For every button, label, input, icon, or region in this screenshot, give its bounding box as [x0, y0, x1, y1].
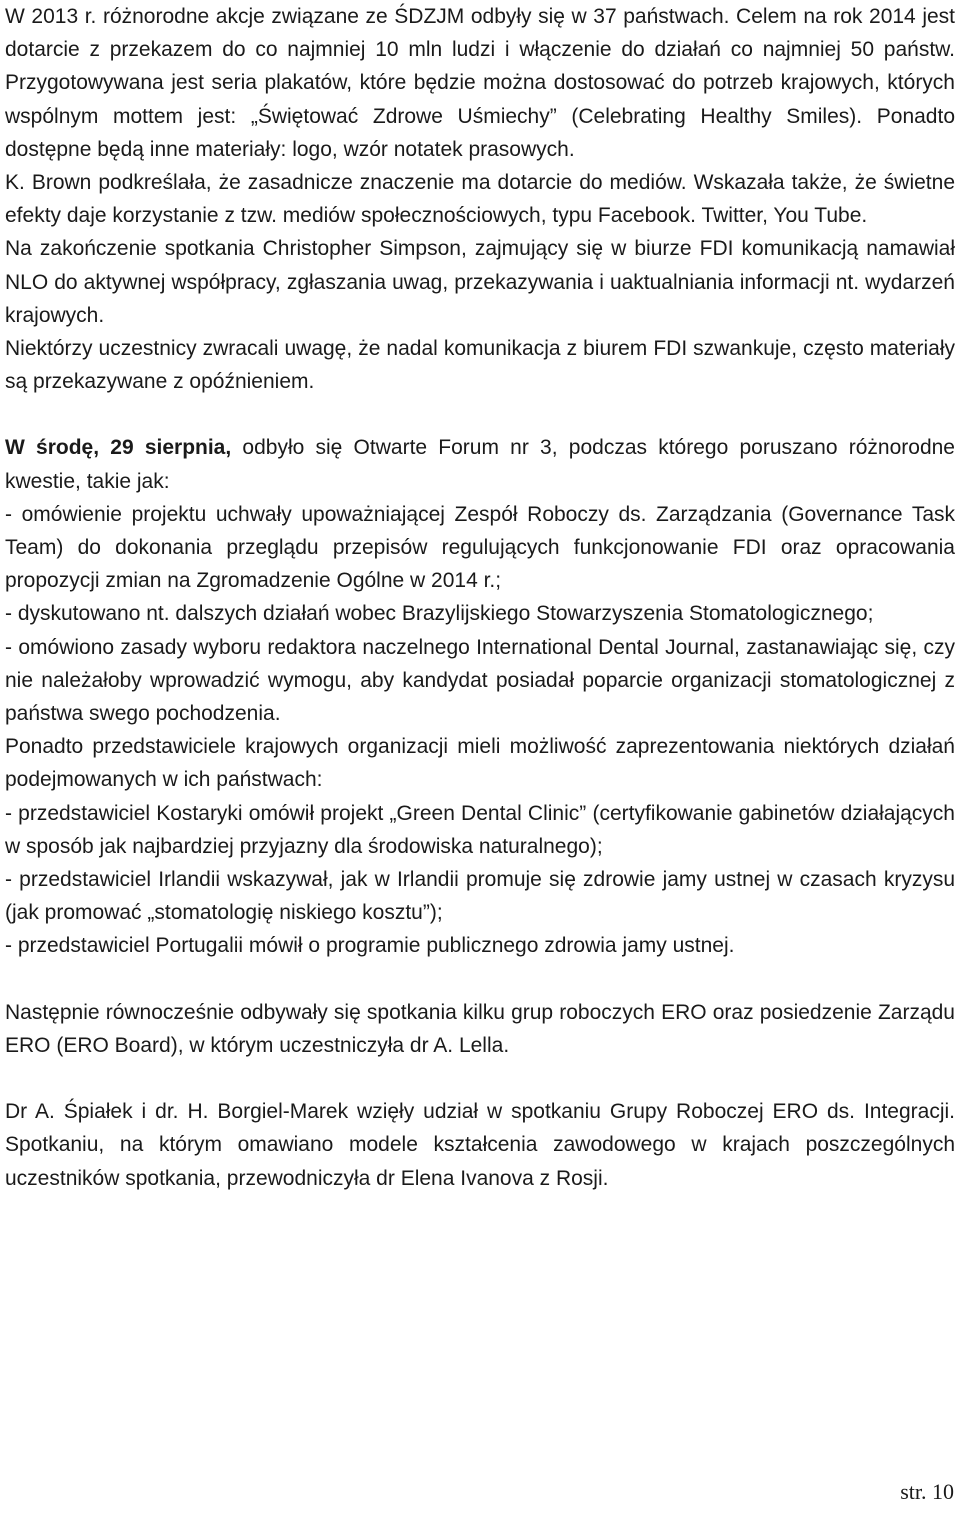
- list-item-brazil: - dyskutowano nt. dalszych działań wobec Brazylijskiego Stowarzyszenia Stomatologicznego;: [5, 602, 874, 626]
- paragraph-spacer: [5, 398, 955, 431]
- paragraph-brown-media: K. Brown podkreślała, że zasadnicze znaczenie ma dotarcie do mediów. Wskazała także, że świetne efekty daje korzystanie z tzw. mediów społecznościowych, typu Facebook. Twitter, You Tube.: [5, 171, 955, 228]
- paragraph-spacer: [5, 1062, 955, 1095]
- paragraph-participants-remarks: Niektórzy uczestnicy zwracali uwagę, że nadal komunikacja z biurem FDI szwankuje, często materiały są przekazywane z opóźnieniem.: [5, 337, 955, 394]
- paragraph-spacer: [5, 963, 955, 996]
- page-number: str. 10: [900, 1479, 954, 1504]
- list-item-costa-rica: - przedstawiciel Kostaryki omówił projekt „Green Dental Clinic” (certyfikowanie gabinetów działających w sposób jak najbardziej przyjazny dla środowiska naturalnego);: [5, 801, 955, 858]
- list-item-portugal: - przedstawiciel Portugalii mówił o programie publicznego zdrowia jamy ustnej.: [5, 934, 735, 958]
- list-item-idj-editor: - omówiono zasady wyboru redaktora naczelnego International Dental Journal, zastanawiając się, czy nie należałoby wprowadzić wymogu, aby kandydat posiadał poparcie organizacji stomatologicznej z państwa swego pochodzenia.: [5, 635, 955, 726]
- list-item-governance: - omówienie projektu uchwały upoważniającej Zespół Roboczy ds. Zarządzania (Governance Task Team) do dokonania przeglądu przepisów regulujących funkcjonowanie FDI oraz opracowania propozycji zmian na Zgromadzenie Ogólne w 2014 r.;: [5, 502, 955, 593]
- paragraph-campaign-2013: W 2013 r. różnorodne akcje związane ze ŚDZJM odbyły się w 37 państwach. Celem na rok 2014 jest dotarcie z przekazem do co najmniej 10 mln ludzi i włączenie do działań co najmniej 50 państw. Przygotowywana jest seria plakatów, które będzie można dostosować do potrzeb krajowych, których wspólnym mottem jest: „Świętować Zdrowe Uśmiechy” (Celebrating Healthy Smiles). Ponadto dostępne będą inne materiały: logo, wzór notatek prasowych.: [5, 5, 955, 161]
- list-item-ireland: - przedstawiciel Irlandii wskazywał, jak w Irlandii promuje się zdrowie jamy ustnej w czasach kryzysu (jak promować „stomatologię niskiego kosztu”);: [5, 868, 955, 925]
- open-forum-date: W środę, 29 sierpnia,: [5, 436, 232, 460]
- paragraph-ero-integration: Dr A. Śpiałek i dr. H. Borgiel-Marek wzięły udział w spotkaniu Grupy Roboczej ERO ds. Integracji. Spotkaniu, na którym omawiano modele kształcenia zawodowego w krajach poszczególnych uczestników spotkania, przewodniczyła dr Elena Ivanova z Rosji.: [5, 1100, 955, 1190]
- paragraph-open-forum: [5, 431, 955, 497]
- open-forum-text: odbyło się Otwarte Forum nr 3, podczas którego poruszano różnorodne kwestie, takie jak:: [5, 436, 955, 493]
- paragraph-national-presentations: Ponadto przedstawiciele krajowych organizacji mieli możliwość zaprezentowania niektórych działań podejmowanych w ich państwach:: [5, 735, 955, 792]
- document-page: [5, 0, 955, 1195]
- paragraph-simpson-communication: Na zakończenie spotkania Christopher Simpson, zajmujący się w biurze FDI komunikacją namawiał NLO do aktywnej współpracy, zgłaszania uwag, przekazywania i uaktualniania informacji nt. wydarzeń krajowych.: [5, 237, 955, 327]
- paragraph-ero-groups: Następnie równocześnie odbywały się spotkania kilku grup roboczych ERO oraz posiedzenie Zarządu ERO (ERO Board), w którym uczestniczyła dr A. Lella.: [5, 1000, 955, 1057]
